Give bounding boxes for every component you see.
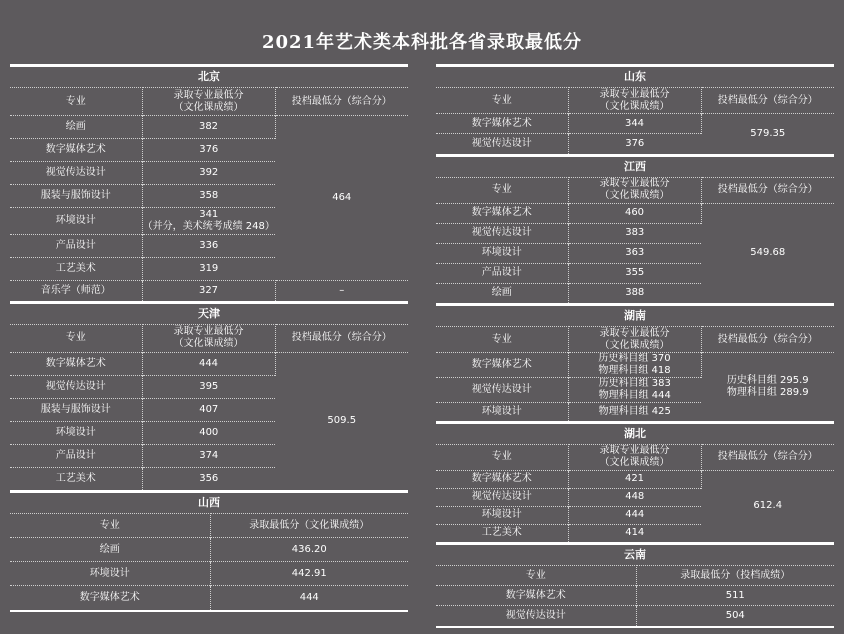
file-score-cell: 579.35 <box>701 114 834 154</box>
file-score-cell: 464 <box>275 116 408 281</box>
major-cell: 工艺美术 <box>10 467 142 490</box>
table-row <box>10 562 408 586</box>
file-score-cell: 历史科目组 295.9 物理科目组 289.9 <box>701 353 834 421</box>
score-cell: 327 <box>142 281 275 301</box>
table-row <box>10 538 408 562</box>
score-cell: 421 <box>568 470 701 488</box>
score-cell: 383 <box>568 223 701 243</box>
province-block-yunnan <box>436 542 834 628</box>
province-title: 湖北 <box>436 421 834 444</box>
score-cell: 374 <box>142 444 275 467</box>
province-block-tianjin <box>10 301 408 491</box>
score-cell: 400 <box>142 421 275 444</box>
header-major: 专业 <box>436 566 636 586</box>
major-cell: 服装与服饰设计 <box>10 185 142 208</box>
score-cell: 355 <box>568 263 701 283</box>
province-title: 天津 <box>10 301 408 324</box>
score-cell: 442.91 <box>210 562 408 586</box>
table-row <box>436 203 834 223</box>
header-min-score: 录取专业最低分 （文化课成绩） <box>568 327 701 353</box>
table-row <box>436 114 834 134</box>
header-major: 专业 <box>436 177 568 203</box>
header-file-score: 投档最低分（综合分） <box>701 177 834 203</box>
major-cell: 产品设计 <box>436 263 568 283</box>
table-header-row <box>10 514 408 538</box>
table-header-row <box>10 88 408 116</box>
score-table <box>10 87 408 301</box>
province-title: 山东 <box>436 64 834 87</box>
file-score-cell: 509.5 <box>275 352 408 490</box>
left-column <box>10 64 408 612</box>
header-min-score: 录取最低分（投档成绩） <box>636 566 834 586</box>
score-cell: 历史科目组 383 物理科目组 444 <box>568 378 701 403</box>
major-cell: 绘画 <box>10 538 210 562</box>
major-cell: 音乐学（师范） <box>10 281 142 301</box>
major-cell: 数字媒体艺术 <box>10 139 142 162</box>
major-cell: 数字媒体艺术 <box>436 203 568 223</box>
major-cell: 数字媒体艺术 <box>10 352 142 375</box>
score-cell: 358 <box>142 185 275 208</box>
score-cell: 388 <box>568 283 701 303</box>
table-header-row <box>436 177 834 203</box>
table-header-row <box>436 88 834 114</box>
score-cell: 444 <box>210 586 408 610</box>
major-cell: 环境设计 <box>436 506 568 524</box>
table-header-row <box>436 327 834 353</box>
score-cell: 历史科目组 370 物理科目组 418 <box>568 353 701 378</box>
header-major: 专业 <box>10 88 142 116</box>
score-cell: 414 <box>568 524 701 542</box>
table-row <box>436 606 834 626</box>
table-end-rule <box>10 610 408 612</box>
major-cell: 环境设计 <box>10 562 210 586</box>
header-major: 专业 <box>436 444 568 470</box>
header-major: 专业 <box>436 327 568 353</box>
header-major: 专业 <box>10 324 142 352</box>
province-title: 江西 <box>436 154 834 177</box>
score-cell: 392 <box>142 162 275 185</box>
score-cell: 395 <box>142 375 275 398</box>
score-cell: 344 <box>568 114 701 134</box>
score-cell: 407 <box>142 398 275 421</box>
score-cell: 460 <box>568 203 701 223</box>
table-row <box>10 352 408 375</box>
score-cell: 448 <box>568 488 701 506</box>
score-cell: 376 <box>568 134 701 154</box>
table-row <box>10 281 408 301</box>
score-cell: 物理科目组 425 <box>568 403 701 421</box>
score-table <box>10 513 408 610</box>
province-block-hunan <box>436 303 834 421</box>
major-cell: 环境设计 <box>436 403 568 421</box>
major-cell: 数字媒体艺术 <box>436 353 568 378</box>
score-cell: 504 <box>636 606 834 626</box>
province-title: 湖南 <box>436 303 834 326</box>
score-cell: 336 <box>142 235 275 258</box>
province-block-hubei <box>436 421 834 543</box>
score-cell: 319 <box>142 258 275 281</box>
major-cell: 环境设计 <box>436 243 568 263</box>
province-title: 山西 <box>10 490 408 513</box>
major-cell: 视觉传达设计 <box>436 134 568 154</box>
header-min-score: 录取专业最低分 （文化课成绩） <box>568 444 701 470</box>
header-file-score: 投档最低分（综合分） <box>275 324 408 352</box>
score-cell: 436.20 <box>210 538 408 562</box>
province-block-jiangxi <box>436 154 834 304</box>
header-file-score: 投档最低分（综合分） <box>701 327 834 353</box>
header-file-score: 投档最低分（综合分） <box>701 444 834 470</box>
major-cell: 视觉传达设计 <box>436 606 636 626</box>
score-cell: 382 <box>142 116 275 139</box>
table-header-row <box>436 444 834 470</box>
major-cell: 数字媒体艺术 <box>436 114 568 134</box>
province-title: 云南 <box>436 542 834 565</box>
major-cell: 服装与服饰设计 <box>10 398 142 421</box>
score-cell: 444 <box>142 352 275 375</box>
score-cell: 356 <box>142 467 275 490</box>
table-header-row <box>436 566 834 586</box>
score-table <box>436 326 834 421</box>
header-min-score: 录取最低分（文化课成绩） <box>210 514 408 538</box>
major-cell: 视觉传达设计 <box>10 375 142 398</box>
score-table <box>436 444 834 543</box>
major-cell: 绘画 <box>10 116 142 139</box>
score-cell: 511 <box>636 586 834 606</box>
score-table <box>436 87 834 154</box>
major-cell: 环境设计 <box>10 421 142 444</box>
table-header-row <box>10 324 408 352</box>
major-cell: 环境设计 <box>10 208 142 235</box>
score-cell: 444 <box>568 506 701 524</box>
table-row <box>436 353 834 378</box>
table-row <box>436 586 834 606</box>
major-cell: 视觉传达设计 <box>436 223 568 243</box>
score-table <box>436 565 834 626</box>
major-cell: 视觉传达设计 <box>436 378 568 403</box>
major-cell: 工艺美术 <box>10 258 142 281</box>
header-major: 专业 <box>10 514 210 538</box>
header-min-score: 录取专业最低分 （文化课成绩） <box>568 177 701 203</box>
table-end-rule <box>436 626 834 628</box>
province-title: 北京 <box>10 64 408 87</box>
major-cell: 数字媒体艺术 <box>10 586 210 610</box>
header-file-score: 投档最低分（综合分） <box>275 88 408 116</box>
major-cell: 数字媒体艺术 <box>436 586 636 606</box>
page-title: 2021年艺术类本科批各省录取最低分 <box>261 32 583 53</box>
score-table <box>10 324 408 491</box>
file-score-cell: 549.68 <box>701 203 834 303</box>
table-row <box>10 586 408 610</box>
score-cell: 341 （并分，美术统考成绩 248） <box>142 208 275 235</box>
major-cell: 产品设计 <box>10 235 142 258</box>
province-block-shanxi <box>10 490 408 612</box>
major-cell: 绘画 <box>436 283 568 303</box>
header-min-score: 录取专业最低分 （文化课成绩） <box>568 88 701 114</box>
table-row <box>10 116 408 139</box>
score-cell: 363 <box>568 243 701 263</box>
major-cell: 产品设计 <box>10 444 142 467</box>
major-cell: 工艺美术 <box>436 524 568 542</box>
province-block-shandong <box>436 64 834 154</box>
header-min-score: 录取专业最低分 （文化课成绩） <box>142 324 275 352</box>
score-table <box>436 177 834 304</box>
score-cell: 376 <box>142 139 275 162</box>
file-score-cell: 612.4 <box>701 470 834 542</box>
header-file-score: 投档最低分（综合分） <box>701 88 834 114</box>
major-cell: 视觉传达设计 <box>10 162 142 185</box>
major-cell: 视觉传达设计 <box>436 488 568 506</box>
table-row <box>436 470 834 488</box>
right-column <box>436 64 834 628</box>
major-cell: 数字媒体艺术 <box>436 470 568 488</box>
province-block-beijing <box>10 64 408 301</box>
file-score-cell: – <box>275 281 408 301</box>
header-min-score: 录取专业最低分 （文化课成绩） <box>142 88 275 116</box>
header-major: 专业 <box>436 88 568 114</box>
